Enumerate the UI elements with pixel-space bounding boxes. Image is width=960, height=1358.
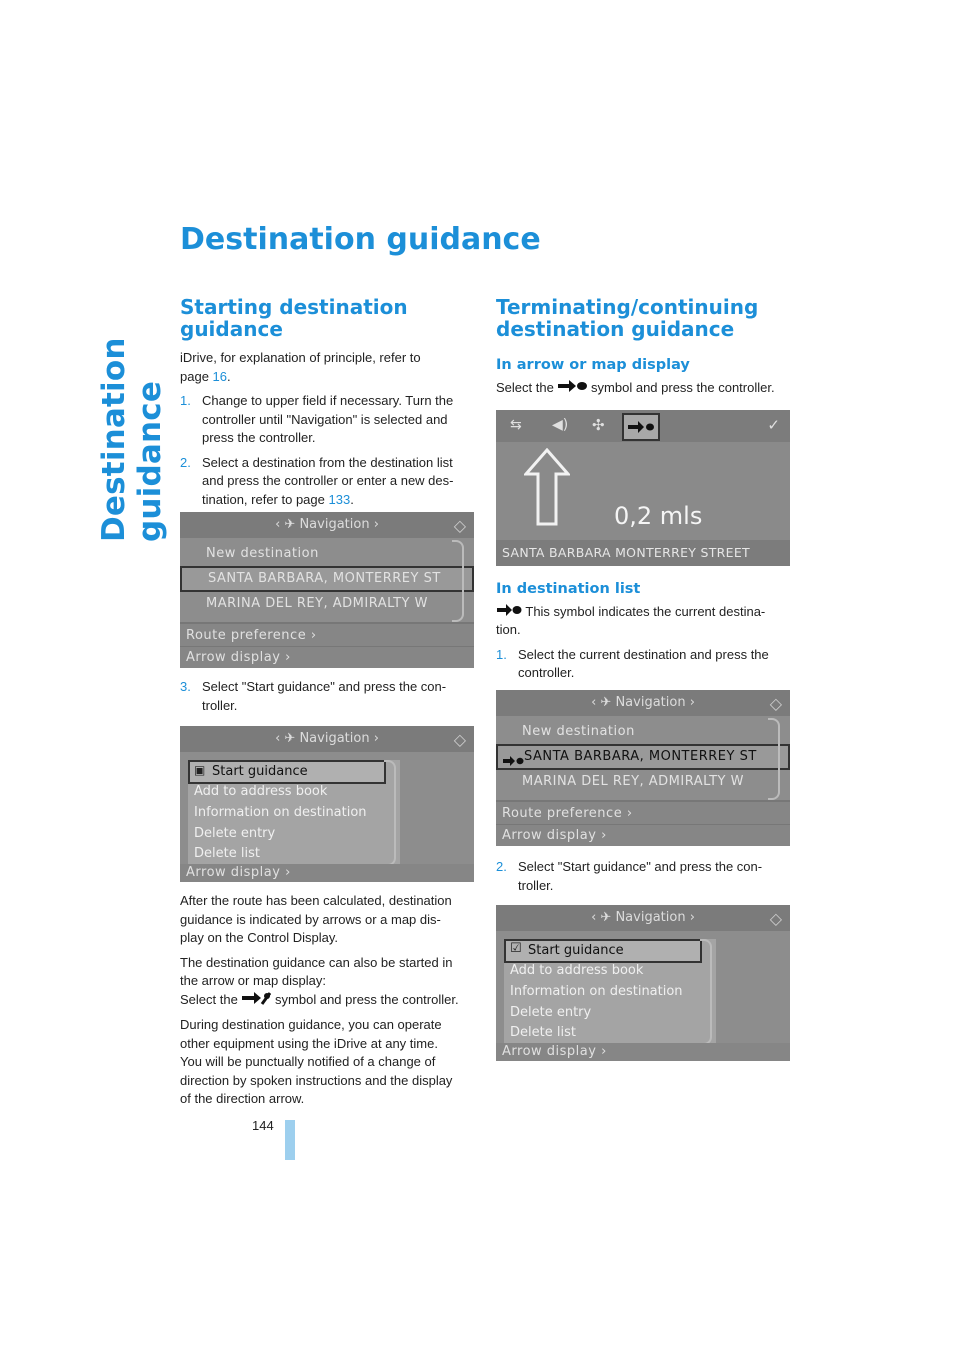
left-column [180, 296, 475, 509]
direction-arrow-icon [524, 448, 570, 526]
arrow-display-row: Arrow display › [180, 864, 474, 882]
screen-title: Navigation [615, 695, 686, 710]
nav-list-screenshot [180, 512, 474, 668]
stop-guidance-menu-screenshot [496, 905, 790, 1061]
text-line: troller. [518, 877, 554, 893]
guidance-symbol-icon [241, 991, 271, 1011]
text-line: of the direction arrow. [180, 1091, 305, 1106]
list-item-selected: SANTA BARBARA, MONTERREY ST [180, 566, 474, 592]
traffic-icon: ✣ [592, 416, 605, 434]
heading-line: guidance [180, 317, 283, 341]
text-line: other equipment using the iDrive at any time. [180, 1035, 438, 1051]
nav-list-current-screenshot [496, 690, 790, 846]
navigation-icon: ✈ [284, 517, 296, 532]
option-icon: ◇ [453, 730, 466, 749]
step-number: 1. [180, 393, 191, 408]
text: . [350, 491, 354, 507]
arrow-distance: 0,2 mls [614, 502, 703, 530]
text-line: guidance is indicated by arrows or a map dis- [180, 911, 441, 927]
screen-title: Navigation [299, 517, 370, 532]
arrow-display-row: Arrow display › [496, 1043, 790, 1061]
step3-block [180, 678, 475, 715]
text-line: After the route has been calculated, destination [180, 893, 452, 908]
list-item: New destination [206, 546, 319, 561]
screen-title: Navigation [615, 910, 686, 925]
text: Select the [496, 379, 558, 395]
text: symbol and press the controller. [587, 379, 775, 395]
arrow-display-row: Arrow display › [496, 824, 790, 846]
chevron-left-icon: ‹ [275, 731, 281, 746]
text: symbol and press the controller. [271, 991, 459, 1007]
option-icon: ◇ [453, 516, 466, 535]
arrow-display-row: Arrow display › [180, 646, 474, 668]
step-number: 2. [180, 454, 191, 470]
text-line: Select "Start guidance" and press the con- [202, 679, 447, 694]
text-line: tination, refer to page [202, 491, 329, 507]
menu-item: Delete list [510, 1025, 576, 1040]
navigation-icon: ✈ [284, 731, 296, 746]
step-number: 1. [496, 646, 507, 662]
menu-item: Information on destination [510, 984, 683, 999]
scroll-bracket [700, 939, 712, 1045]
text-line: play on the Control Display. [180, 930, 339, 945]
chevron-left-icon: ‹ [591, 910, 597, 925]
page-link[interactable]: 16 [212, 368, 228, 384]
text: Select the [180, 991, 242, 1007]
step-number: 3. [180, 679, 191, 694]
screen-toolbar [496, 410, 790, 442]
option-icon: ◇ [769, 909, 782, 928]
row-label: Arrow display [502, 1044, 597, 1059]
list-item: MARINA DEL REY, ADMIRALTY W [206, 596, 428, 611]
page-title: Destination guidance [180, 222, 541, 257]
route-preference-row: Route preference › [496, 800, 790, 824]
row-label: Arrow display [186, 650, 281, 665]
chevron-left-icon: ‹ [591, 695, 597, 710]
menu-item: Information on destination [194, 805, 367, 820]
chevron-right-icon: › [689, 695, 695, 710]
chevron-right-icon: › [373, 731, 379, 746]
menu-item: Delete list [194, 846, 260, 861]
text-line: and press the controller or enter a new des- [202, 473, 454, 488]
text: . [227, 368, 231, 384]
chevron-right-icon: › [689, 910, 695, 925]
checkbox-icon: ▣ [194, 763, 206, 777]
page-link[interactable]: 133 [328, 491, 351, 507]
row-label: Arrow display [186, 865, 281, 880]
row-label: Route preference [186, 628, 307, 643]
navigation-icon: ✈ [600, 910, 612, 925]
destination-list-section [496, 580, 796, 683]
row-label: Route preference [502, 806, 623, 821]
checkmark-icon: ☑ [510, 941, 522, 956]
screen-header [180, 726, 474, 752]
menu-item-selected [504, 939, 702, 963]
list-item-label: SANTA BARBARA, MONTERREY ST [524, 749, 757, 764]
text-line: You will be punctually notified of a change of [180, 1054, 436, 1069]
text-line: During destination guidance, you can operate [180, 1017, 442, 1032]
menu-item: Delete entry [194, 826, 276, 841]
current-destination-icon [496, 603, 522, 622]
screen-header [496, 905, 790, 931]
guidance-toggle-button [622, 413, 660, 441]
text-line: iDrive, for explanation of principle, refer to [180, 350, 421, 365]
menu-item: Add to address book [194, 784, 328, 799]
scroll-bracket [452, 540, 464, 622]
section-heading-starting [180, 296, 475, 340]
paragraph [180, 1016, 480, 1109]
paragraph [496, 379, 796, 398]
paragraph [496, 603, 796, 640]
text-line: controller until "Navigation" is selected and [202, 411, 448, 427]
subheading-destination-list: In destination list [496, 581, 641, 597]
destination-arrow-icon [557, 379, 587, 398]
text-line: Select "Start guidance" and press the con- [518, 859, 763, 874]
list-item: New destination [522, 724, 635, 739]
right-step2-block [496, 858, 796, 895]
row-label: Arrow display [502, 828, 597, 843]
chevron-right-icon: › [373, 517, 379, 532]
arrow-display-screenshot [496, 410, 790, 566]
start-guidance-menu-screenshot [180, 726, 474, 882]
subheading-arrow-map: In arrow or map display [496, 357, 690, 373]
page-marker-bar [285, 1120, 295, 1160]
text-line: troller. [202, 697, 238, 713]
menu-label: Start guidance [212, 764, 308, 779]
menu-item: Delete entry [510, 1005, 592, 1020]
text-line: The destination guidance can also be started in [180, 954, 453, 970]
scroll-bracket [384, 760, 396, 866]
left-body-text [180, 892, 480, 1109]
sidebar-chapter-title: Destination guidance [96, 337, 168, 542]
chevron-left-icon: ‹ [275, 517, 281, 532]
arrow-street-name: SANTA BARBARA MONTERREY STREET [496, 540, 790, 566]
text: This symbol indicates the current destina- [522, 603, 766, 619]
right-column [496, 296, 796, 397]
page-number: 144 [252, 1118, 274, 1133]
step-item [180, 678, 475, 715]
paragraph [180, 892, 480, 948]
text-line: the arrow or map display: [180, 973, 326, 988]
text-line: tion. [496, 622, 521, 638]
section-heading-terminating [496, 296, 796, 340]
heading-line: Terminating/continuing [496, 295, 759, 319]
step-number: 2. [496, 859, 507, 874]
text-line: Select a destination from the destination list [202, 454, 453, 470]
screen-header [180, 512, 474, 538]
text-line: page [180, 368, 213, 384]
step-item [180, 454, 475, 510]
paragraph [180, 954, 480, 1011]
screen-header [496, 690, 790, 716]
step-item [496, 646, 796, 683]
route-preference-row: Route preference › [180, 622, 474, 646]
text-line: Select the current destination and press the [518, 646, 769, 662]
heading-line: destination guidance [496, 317, 735, 341]
menu-item-selected [188, 760, 386, 784]
option-icon: ◇ [769, 694, 782, 713]
intro-paragraph [180, 349, 475, 386]
list-item-current [496, 744, 790, 770]
text-line: direction by spoken instructions and the display [180, 1072, 453, 1088]
text-line: controller. [518, 665, 575, 681]
back-icon: ⇆ [510, 417, 522, 433]
volume-icon: ◀) [552, 417, 569, 433]
list-item: MARINA DEL REY, ADMIRALTY W [522, 774, 744, 789]
navigation-icon: ✈ [600, 695, 612, 710]
step-item [180, 392, 475, 448]
screen-title: Navigation [299, 731, 370, 746]
menu-label: Start guidance [528, 943, 624, 958]
text-line: Change to upper field if necessary. Turn the [202, 393, 454, 408]
text-line: press the controller. [202, 430, 316, 445]
menu-item: Add to address book [510, 963, 644, 978]
step-item [496, 858, 796, 895]
scroll-bracket [768, 718, 780, 800]
compass-icon: ✓ [767, 416, 780, 434]
heading-line: Starting destination [180, 295, 408, 319]
